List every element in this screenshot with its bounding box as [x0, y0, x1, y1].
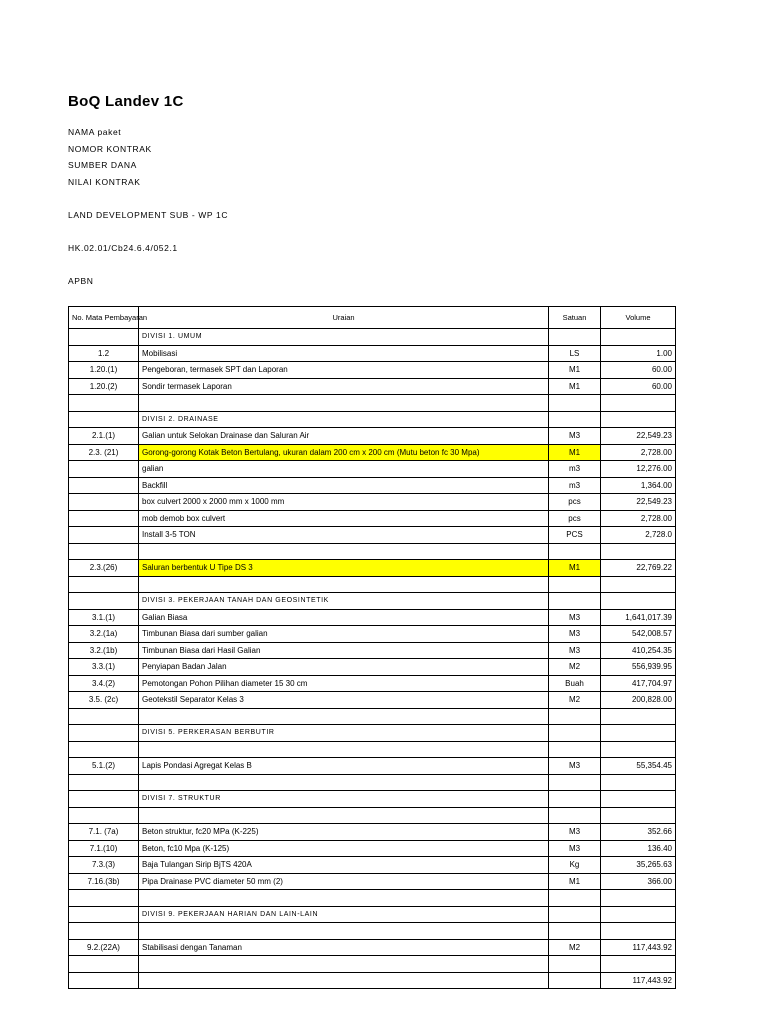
item-unit: pcs: [549, 510, 601, 527]
item-number: 7.16.(3b): [69, 873, 139, 890]
item-number: [69, 791, 139, 808]
table-row: [69, 807, 676, 824]
item-unit: [549, 411, 601, 428]
item-unit: [549, 543, 601, 560]
item-number: [69, 477, 139, 494]
item-description: Baja Tulangan Sirip BjTS 420A: [139, 857, 549, 874]
item-number: 2.3.(26): [69, 560, 139, 577]
item-volume: [601, 725, 676, 742]
item-volume: 136.40: [601, 840, 676, 857]
item-description: Pengeboran, termasek SPT dan Laporan: [139, 362, 549, 379]
item-number: [69, 741, 139, 758]
item-number: 2.1.(1): [69, 428, 139, 445]
item-volume: 22,549.23: [601, 428, 676, 445]
item-volume: 1.00: [601, 345, 676, 362]
item-volume: 22,769.22: [601, 560, 676, 577]
item-description: [139, 543, 549, 560]
table-row: [69, 824, 676, 841]
item-description: [139, 890, 549, 907]
item-unit: pcs: [549, 494, 601, 511]
item-number: [69, 461, 139, 478]
item-unit: M3: [549, 642, 601, 659]
item-number: 1.20.(1): [69, 362, 139, 379]
item-volume: [601, 593, 676, 610]
item-unit: PCS: [549, 527, 601, 544]
item-description: [139, 956, 549, 973]
item-unit: [549, 791, 601, 808]
item-volume: 35,265.63: [601, 857, 676, 874]
item-volume: 410,254.35: [601, 642, 676, 659]
item-volume: 1,364.00: [601, 477, 676, 494]
item-volume: 556,939.95: [601, 659, 676, 676]
document-title: BoQ Landev 1C: [68, 93, 184, 110]
item-unit: M1: [549, 560, 601, 577]
item-unit: M1: [549, 362, 601, 379]
table-row: [69, 890, 676, 907]
item-unit: [549, 807, 601, 824]
item-description: Saluran berbentuk U Tipe DS 3: [139, 560, 549, 577]
item-number: 3.2.(1a): [69, 626, 139, 643]
table-row: [69, 741, 676, 758]
item-number: 3.2.(1b): [69, 642, 139, 659]
item-description: mob demob box culvert: [139, 510, 549, 527]
item-number: [69, 527, 139, 544]
item-number: [69, 890, 139, 907]
item-description: Lapis Pondasi Agregat Kelas B: [139, 758, 549, 775]
item-number: [69, 543, 139, 560]
item-volume: 60.00: [601, 362, 676, 379]
table-row: [69, 972, 676, 989]
item-description: [139, 395, 549, 412]
item-number: 3.3.(1): [69, 659, 139, 676]
table-row: [69, 362, 676, 379]
item-volume: [601, 890, 676, 907]
item-description: DIVISI 5. PERKERASAN BERBUTIR: [139, 725, 549, 742]
table-row: [69, 494, 676, 511]
item-description: DIVISI 1. UMUM: [139, 329, 549, 346]
item-number: 7.3.(3): [69, 857, 139, 874]
division-row: [69, 411, 676, 428]
item-unit: [549, 741, 601, 758]
item-volume: 12,276.00: [601, 461, 676, 478]
item-description: Timbunan Biasa dari Hasil Galian: [139, 642, 549, 659]
item-number: 3.1.(1): [69, 609, 139, 626]
table-row: [69, 675, 676, 692]
item-unit: [549, 329, 601, 346]
table-row: [69, 956, 676, 973]
table-row: [69, 527, 676, 544]
item-number: 9.2.(22A): [69, 939, 139, 956]
item-volume: 352.66: [601, 824, 676, 841]
item-volume: [601, 906, 676, 923]
table-row: [69, 560, 676, 577]
item-description: Sondir termasek Laporan: [139, 378, 549, 395]
item-volume: 366.00: [601, 873, 676, 890]
item-volume: 2,728.00: [601, 444, 676, 461]
header-no: No. Mata Pembayaran: [69, 307, 139, 329]
item-number: [69, 774, 139, 791]
header-unit: Satuan: [549, 307, 601, 329]
table-row: [69, 609, 676, 626]
item-number: [69, 906, 139, 923]
item-description: [139, 972, 549, 989]
item-unit: [549, 906, 601, 923]
item-volume: 417,704.97: [601, 675, 676, 692]
table-row: [69, 576, 676, 593]
item-unit: M3: [549, 626, 601, 643]
item-volume: 55,354.45: [601, 758, 676, 775]
table-row: [69, 395, 676, 412]
item-volume: [601, 543, 676, 560]
item-volume: [601, 395, 676, 412]
item-description: Penyiapan Badan Jalan: [139, 659, 549, 676]
item-description: [139, 741, 549, 758]
item-volume: [601, 807, 676, 824]
table-body: [69, 329, 676, 989]
table-row: [69, 461, 676, 478]
item-number: [69, 593, 139, 610]
item-description: DIVISI 7. STRUKTUR: [139, 791, 549, 808]
table-row: [69, 428, 676, 445]
item-unit: [549, 774, 601, 791]
item-volume: [601, 791, 676, 808]
item-description: DIVISI 2. DRAINASE: [139, 411, 549, 428]
item-description: Mobilisasi: [139, 345, 549, 362]
item-number: [69, 576, 139, 593]
item-volume: 60.00: [601, 378, 676, 395]
table-row: [69, 378, 676, 395]
item-unit: [549, 972, 601, 989]
item-number: [69, 708, 139, 725]
meta-nilai-kontrak: NILAI KONTRAK: [68, 177, 141, 187]
item-unit: M1: [549, 444, 601, 461]
item-volume: 117,443.92: [601, 939, 676, 956]
item-volume: 200,828.00: [601, 692, 676, 709]
item-number: 1.2: [69, 345, 139, 362]
item-unit: M3: [549, 758, 601, 775]
division-row: [69, 593, 676, 610]
header-desc: Uraian: [139, 307, 549, 329]
item-unit: [549, 725, 601, 742]
meta-nomor-kontrak: NOMOR KONTRAK: [68, 144, 152, 154]
item-description: Pipa Drainase PVC diameter 50 mm (2): [139, 873, 549, 890]
table-row: [69, 477, 676, 494]
item-volume: [601, 576, 676, 593]
table-header-row: [69, 307, 676, 329]
item-description: Install 3-5 TON: [139, 527, 549, 544]
item-description: box culvert 2000 x 2000 mm x 1000 mm: [139, 494, 549, 511]
item-unit: M2: [549, 939, 601, 956]
item-volume: 2,728.0: [601, 527, 676, 544]
item-description: Gorong-gorong Kotak Beton Bertulang, ukuran dalam 200 cm x 200 cm (Mutu beton fc 30 Mpa): [139, 444, 549, 461]
item-description: Galian untuk Selokan Drainase dan Saluran Air: [139, 428, 549, 445]
item-number: 1.20.(2): [69, 378, 139, 395]
item-unit: M3: [549, 609, 601, 626]
item-unit: M2: [549, 659, 601, 676]
item-unit: LS: [549, 345, 601, 362]
item-volume: 1,641,017.39: [601, 609, 676, 626]
item-number: [69, 807, 139, 824]
item-unit: [549, 923, 601, 940]
division-row: [69, 725, 676, 742]
item-unit: [549, 956, 601, 973]
item-unit: m3: [549, 477, 601, 494]
item-number: 2.3. (21): [69, 444, 139, 461]
table-row: [69, 873, 676, 890]
meta-contract-no: HK.02.01/Cb24.6.4/052.1: [68, 243, 178, 253]
item-description: Beton struktur, fc20 MPa (K-225): [139, 824, 549, 841]
item-description: Stabilisasi dengan Tanaman: [139, 939, 549, 956]
item-unit: [549, 576, 601, 593]
item-number: [69, 329, 139, 346]
item-number: 7.1.(10): [69, 840, 139, 857]
table-row: [69, 774, 676, 791]
item-number: [69, 395, 139, 412]
item-description: [139, 923, 549, 940]
division-row: [69, 906, 676, 923]
table-row: [69, 939, 676, 956]
table-row: [69, 345, 676, 362]
item-number: 7.1. (7a): [69, 824, 139, 841]
item-volume: [601, 741, 676, 758]
item-unit: [549, 395, 601, 412]
item-description: DIVISI 9. PEKERJAAN HARIAN DAN LAIN-LAIN: [139, 906, 549, 923]
item-unit: m3: [549, 461, 601, 478]
item-number: 3.4.(2): [69, 675, 139, 692]
item-volume: [601, 708, 676, 725]
item-unit: [549, 890, 601, 907]
item-description: Backfill: [139, 477, 549, 494]
item-volume: 2,728.00: [601, 510, 676, 527]
item-unit: M3: [549, 840, 601, 857]
item-volume: 117,443.92: [601, 972, 676, 989]
item-unit: Kg: [549, 857, 601, 874]
meta-package: LAND DEVELOPMENT SUB - WP 1C: [68, 210, 229, 220]
table-row: [69, 543, 676, 560]
item-unit: M3: [549, 428, 601, 445]
item-unit: [549, 593, 601, 610]
item-unit: M3: [549, 824, 601, 841]
item-volume: 22,549.23: [601, 494, 676, 511]
table-row: [69, 510, 676, 527]
item-volume: [601, 923, 676, 940]
item-description: galian: [139, 461, 549, 478]
item-volume: [601, 329, 676, 346]
item-unit: Buah: [549, 675, 601, 692]
item-number: [69, 972, 139, 989]
item-volume: [601, 956, 676, 973]
item-unit: [549, 708, 601, 725]
item-number: [69, 494, 139, 511]
table-row: [69, 642, 676, 659]
table-row: [69, 840, 676, 857]
item-description: Galian Biasa: [139, 609, 549, 626]
item-unit: M1: [549, 873, 601, 890]
item-number: 5.1.(2): [69, 758, 139, 775]
item-number: [69, 956, 139, 973]
meta-nama-paket: NAMA paket: [68, 127, 122, 137]
header-vol: Volume: [601, 307, 676, 329]
item-description: Geotekstil Separator Kelas 3: [139, 692, 549, 709]
item-description: [139, 807, 549, 824]
item-description: Beton, fc10 Mpa (K-125): [139, 840, 549, 857]
item-volume: [601, 411, 676, 428]
item-number: 3.5. (2c): [69, 692, 139, 709]
item-number: [69, 923, 139, 940]
table-row: [69, 758, 676, 775]
item-description: [139, 708, 549, 725]
item-volume: 542,008.57: [601, 626, 676, 643]
table-row: [69, 692, 676, 709]
division-row: [69, 791, 676, 808]
table-row: [69, 857, 676, 874]
item-description: [139, 774, 549, 791]
table-row: [69, 923, 676, 940]
item-description: [139, 576, 549, 593]
item-number: [69, 510, 139, 527]
item-number: [69, 725, 139, 742]
meta-fund: APBN: [68, 276, 94, 286]
division-row: [69, 329, 676, 346]
item-description: Timbunan Biasa dari sumber galian: [139, 626, 549, 643]
table-row: [69, 444, 676, 461]
item-unit: M1: [549, 378, 601, 395]
item-number: [69, 411, 139, 428]
item-description: DIVISI 3. PEKERJAAN TANAH DAN GEOSINTETIK: [139, 593, 549, 610]
item-description: Pemotongan Pohon Pilihan diameter 15 30 cm: [139, 675, 549, 692]
item-volume: [601, 774, 676, 791]
table-row: [69, 708, 676, 725]
table-row: [69, 659, 676, 676]
item-unit: M2: [549, 692, 601, 709]
boq-table: [68, 306, 676, 989]
meta-sumber-dana: SUMBER DANA: [68, 160, 137, 170]
table-row: [69, 626, 676, 643]
